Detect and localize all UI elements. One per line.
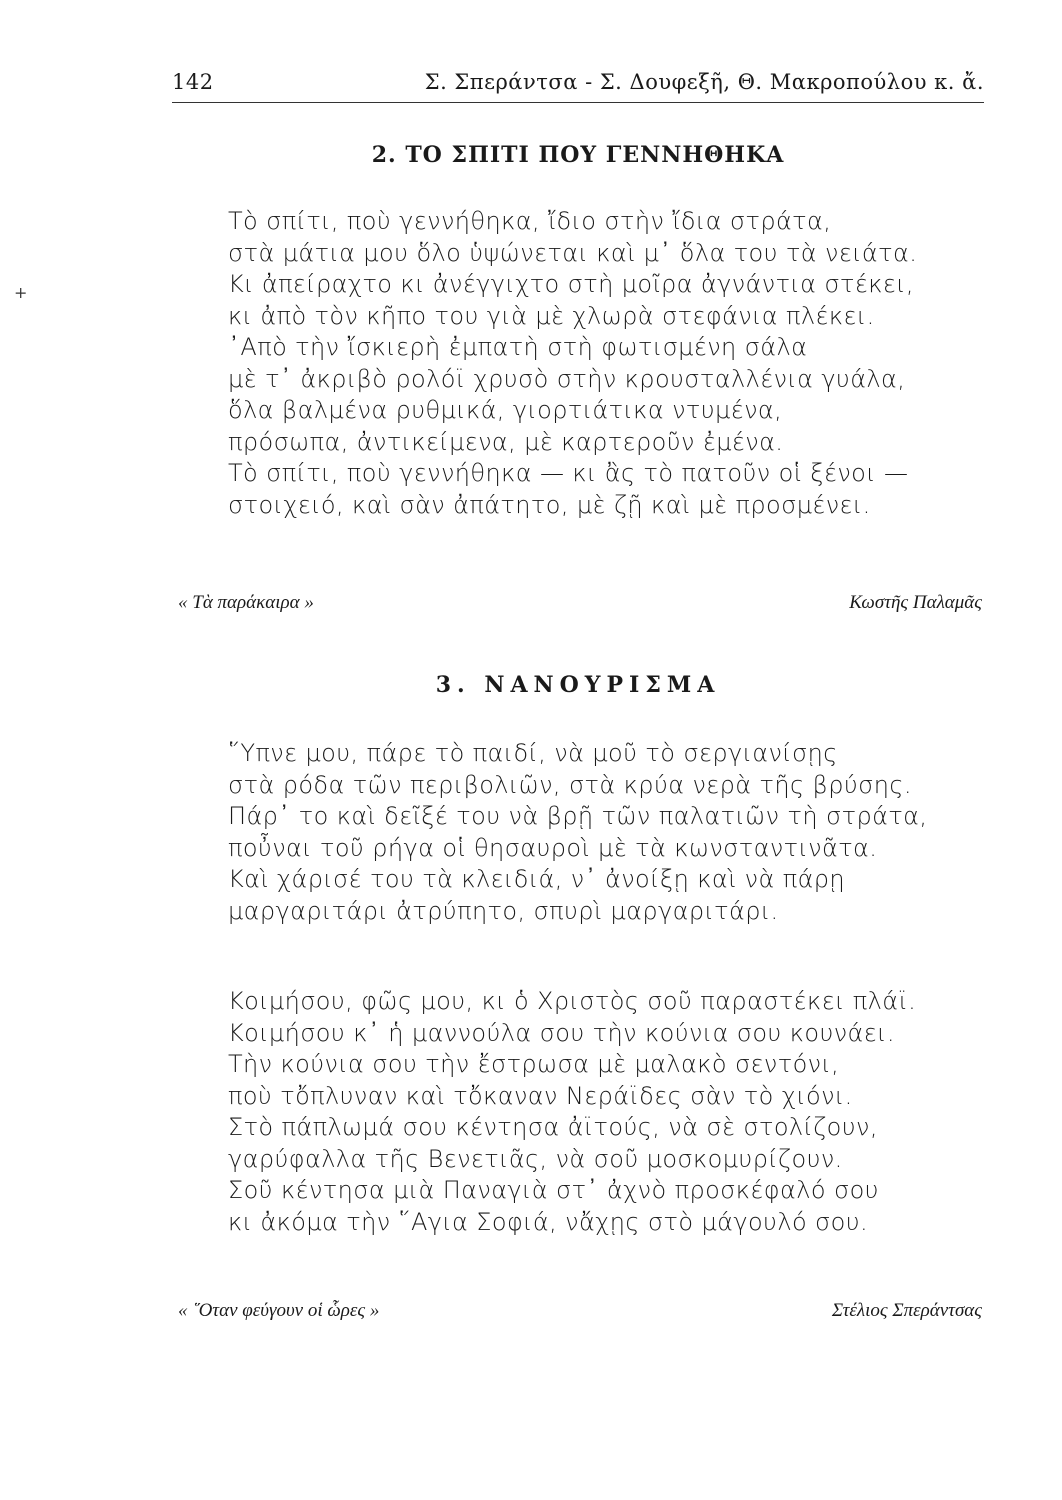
poem-line: Πάρ᾿ το καὶ δεῖξέ του νὰ βρῇ τῶν παλατιῶν τὴ στράτα, <box>228 802 928 830</box>
running-head <box>172 70 984 102</box>
poet-name: Κωστῆς Παλαμᾶς <box>849 592 982 613</box>
poem-line: Τὸ σπίτι, ποὺ γεννήθηκα, ἴδιο στὴν ἴδια στράτα, <box>228 207 832 235</box>
poem-line: ῞Υπνε μου, πάρε τὸ παιδί, νὰ μοῦ τὸ σεργιανίσῃς <box>228 739 838 767</box>
source-title: « ῞Οταν φεύγουν οἱ ὧρες » <box>178 1300 380 1321</box>
poem-1-stanza <box>228 206 917 521</box>
poem-line: ποὺ τὄπλυναν καὶ τὄκαναν Νεράϊδες σὰν τὸ χιόνι. <box>228 1081 853 1110</box>
margin-mark: + <box>14 283 28 302</box>
header-rule <box>172 102 984 103</box>
poem-line: μαργαριτάρι ἀτρύπητο, σπυρὶ μαργαριτάρι. <box>228 896 779 925</box>
page-number: 142 <box>172 70 214 94</box>
poem-line: Στὸ πάπλωμά σου κέντησα ἀϊτούς, νὰ σὲ στολίζουν, <box>228 1113 878 1141</box>
poem-1-attribution <box>172 592 984 622</box>
poem-line: Τὴν κούνια σου τὴν ἔστρωσα μὲ μαλακὸ σεντόνι, <box>228 1050 840 1078</box>
poem-line: Καὶ χάρισέ του τὰ κλειδιά, ν᾿ ἀνοίξῃ καὶ νὰ πάρῃ <box>228 865 846 893</box>
poem-line: Κι ἀπείραχτο κι ἀνέγγιχτο στὴ μοῖρα ἀγνάντια στέκει, <box>228 270 914 298</box>
poet-name: Στέλιος Σπεράντσας <box>831 1300 982 1321</box>
poem-line: πρόσωπα, ἀντικείμενα, μὲ καρτεροῦν ἐμένα. <box>228 427 784 456</box>
poem-line: στὰ ρόδα τῶν περιβολιῶν, στὰ κρύα νερὰ τῆς βρύσης. <box>228 770 912 799</box>
poem-line: στοιχειό, καὶ σὰν ἀπάτητο, μὲ ζῇ καὶ μὲ προσμένει. <box>228 490 871 519</box>
poem-title-2: 3. ΝΑΝΟΥΡΙΣΜΑ <box>435 672 721 698</box>
poem-line: γαρύφαλλα τῆς Βενετιᾶς, νὰ σοῦ μοσκομυρίζουν. <box>228 1144 843 1173</box>
poem-line: Τὸ σπίτι, ποὺ γεννήθηκα — κι ἂς τὸ πατοῦν οἱ ξένοι — <box>228 459 909 487</box>
poem-line: κι ἀκόμα τὴν ῞Αγια Σοφιά, νἄχῃς στὸ μάγουλό σου. <box>228 1207 869 1236</box>
poem-line: Σοῦ κέντησα μιὰ Παναγιὰ στ᾿ ἀχνὸ προσκέφαλό σου <box>228 1176 879 1204</box>
poem-2-stanza-1 <box>228 738 927 927</box>
source-title: « Τὰ παράκαιρα » <box>178 592 314 613</box>
poem-2-attribution <box>172 1300 984 1330</box>
poem-line: ὅλα βαλμένα ρυθμικά, γιορτιάτικα ντυμένα, <box>228 396 783 424</box>
poem-line: μὲ τ᾿ ἀκριβὸ ρολόϊ χρυσὸ στὴν κρουσταλλένια γυάλα, <box>228 364 906 393</box>
poem-line: ᾿Απὸ τὴν ἴσκιερὴ ἐμπατὴ στὴ φωτισμένη σάλα <box>228 333 808 361</box>
poem-line: Κοιμήσου, φῶς μου, κι ὁ Χριστὸς σοῦ παραστέκει πλάϊ. <box>228 987 917 1015</box>
poem-2-stanza-2 <box>228 986 916 1238</box>
poem-line: ποὖναι τοῦ ρήγα οἱ θησαυροὶ μὲ τὰ κωνσταντινᾶτα. <box>228 833 878 862</box>
poem-line: στὰ μάτια μου ὅλο ὑψώνεται καὶ μ᾿ ὅλα του τὰ νειάτα. <box>228 238 918 267</box>
running-head-authors: Σ. Σπεράντσα - Σ. Δουφεξῆ, Θ. Μακροπούλου κ. ἄ. <box>424 70 984 94</box>
poem-title-1: 2. ΤΟ ΣΠΙΤΙ ΠΟΥ ΓΕΝΝΗΘΗΚΑ <box>371 142 785 168</box>
poem-line: Κοιμήσου κ᾿ ἡ μαννούλα σου τὴν κούνια σου κουνάει. <box>228 1018 895 1047</box>
poem-line: κι ἀπὸ τὸν κῆπο του γιὰ μὲ χλωρὰ στεφάνια πλέκει. <box>228 301 875 330</box>
